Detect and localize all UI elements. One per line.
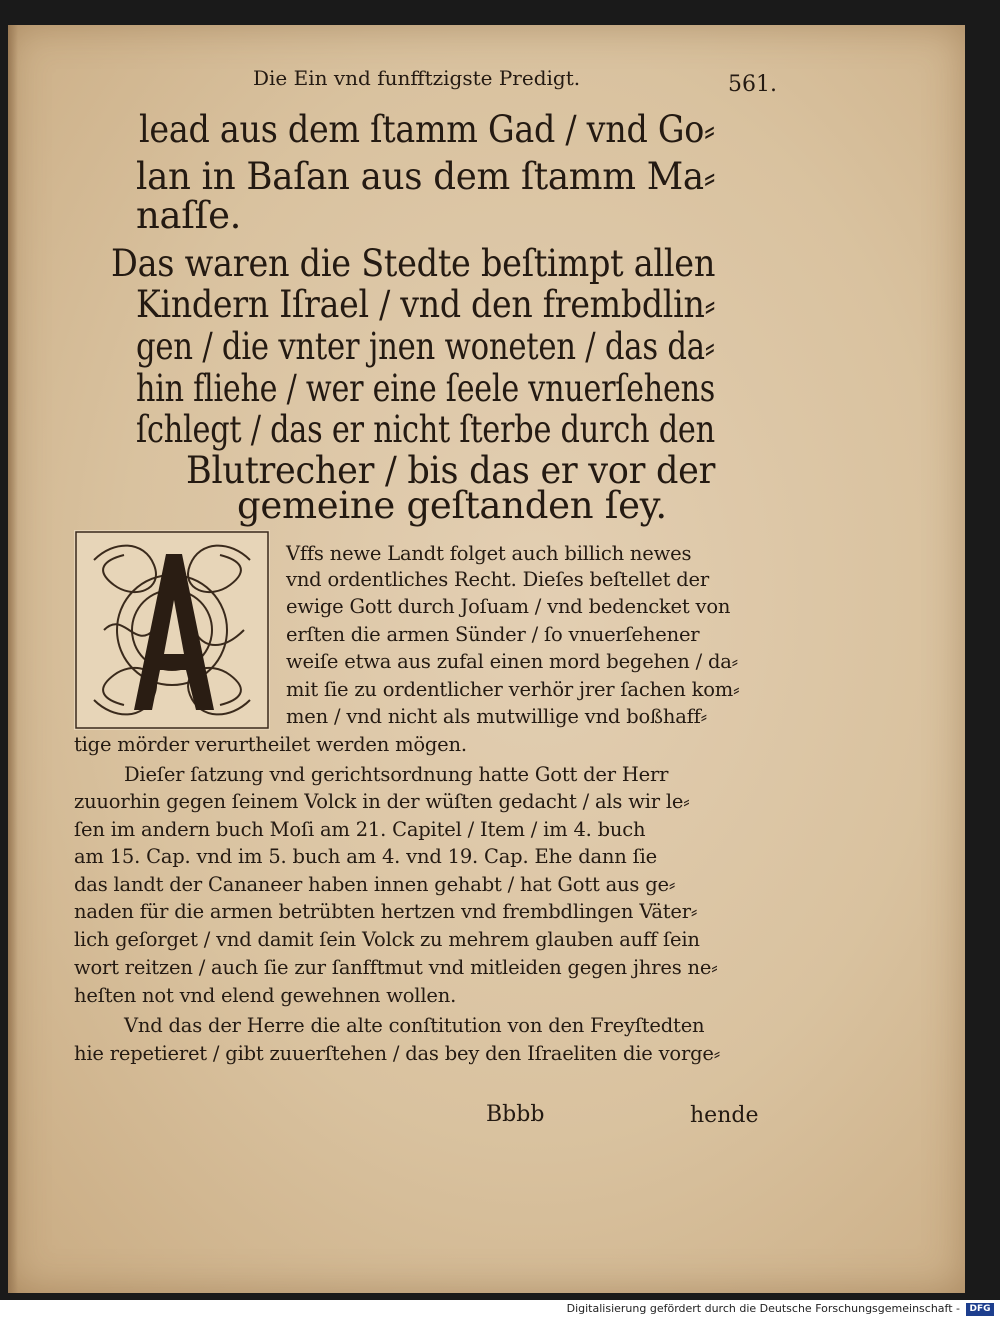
commentary-line: Vnd das der Herre die alte conſtitution von den Freyſtedten [124, 1014, 705, 1037]
commentary-line: Vffs newe Landt folget auch billich newes [286, 542, 692, 565]
scripture-line: naſſe. [136, 194, 242, 237]
commentary-line: das landt der Cananeer haben innen gehabt / hat Gott aus ge⸗ [74, 873, 676, 896]
commentary-line: tige mörder verurtheilet werden mögen. [74, 733, 467, 756]
commentary-line: lich geſorget / vnd damit ſein Volck zu mehrem glauben auff ſein [74, 928, 700, 951]
commentary-line: wort reitzen / auch ſie zur ſanfftmut vnd mitleiden gegen jhres ne⸗ [74, 956, 718, 979]
scripture-line: Blutrecher / bis das er vor der [186, 449, 716, 492]
commentary-line: weiſe etwa aus zufal einen mord begehen / da⸗ [286, 650, 738, 673]
decorated-initial [74, 530, 270, 730]
initial-letter: A [171, 642, 173, 643]
signature-mark: Bbbb [486, 1102, 545, 1127]
commentary-line: Dieſer ſatzung vnd gerichtsordnung hatte Gott der Herr [124, 763, 669, 786]
scripture-line: lead aus dem ſtamm Gad / vnd Go⸗ [139, 108, 715, 151]
scripture-line: ſchlegt / das er nicht ſterbe durch den [136, 408, 715, 451]
running-head: Die Ein vnd funfftzigste Predigt. [253, 66, 581, 90]
commentary-line: hie repetieret / gibt zuuerſtehen / das bey den Iſraeliten die vorge⸗ [74, 1042, 721, 1065]
scripture-line: Das waren die Stedte beſtimpt allen [111, 242, 716, 285]
commentary-line: erſten die armen Sünder / ſo vnuerſehener [286, 623, 700, 646]
commentary-line: zuuorhin gegen ſeinem Volck in der wüſten gedacht / als wir le⸗ [74, 790, 690, 813]
commentary-line: vnd ordentliches Recht. Dieſes beſtellet der [286, 568, 709, 591]
dfg-logo: DFG [966, 1303, 994, 1316]
scripture-line: Kindern Iſrael / vnd den frembdlin⸗ [136, 283, 716, 326]
commentary-line: men / vnd nicht als mutwillige vnd boßhaff⸗ [286, 705, 707, 728]
footer-bar [0, 1300, 1000, 1319]
commentary-line: heſten not vnd elend gewehnen wollen. [74, 984, 457, 1007]
scripture-line: gen / die vnter jnen woneten / das da⸗ [136, 325, 715, 368]
commentary-line: naden für die armen betrübten hertzen vnd frembdlingen Väter⸗ [74, 900, 698, 923]
commentary-line: mit ſie zu ordentlicher verhör jrer ſachen kom⸗ [286, 678, 740, 701]
commentary-line: ſen im andern buch Moſi am 21. Capitel / Item / im 4. buch [74, 818, 646, 841]
page-number: 561. [728, 72, 777, 97]
page-edge [8, 25, 18, 1293]
scripture-line: gemeine geſtanden ſey. [237, 484, 667, 527]
commentary-line: am 15. Cap. vnd im 5. buch am 4. vnd 19. Cap. Ehe dann ſie [74, 845, 658, 868]
decorated-initial-ornament [74, 530, 270, 730]
commentary-line: ewige Gott durch Joſuam / vnd bedencket von [286, 595, 731, 618]
catchword: hende [690, 1103, 759, 1128]
funding-credit: Digitalisierung gefördert durch die Deutsche Forschungsgemeinschaft - [566, 1302, 960, 1315]
scripture-line: hin fliehe / wer eine ſeele vnuerſehens [136, 367, 716, 410]
scripture-line: lan in Baſan aus dem ſtamm Ma⸗ [136, 155, 716, 198]
